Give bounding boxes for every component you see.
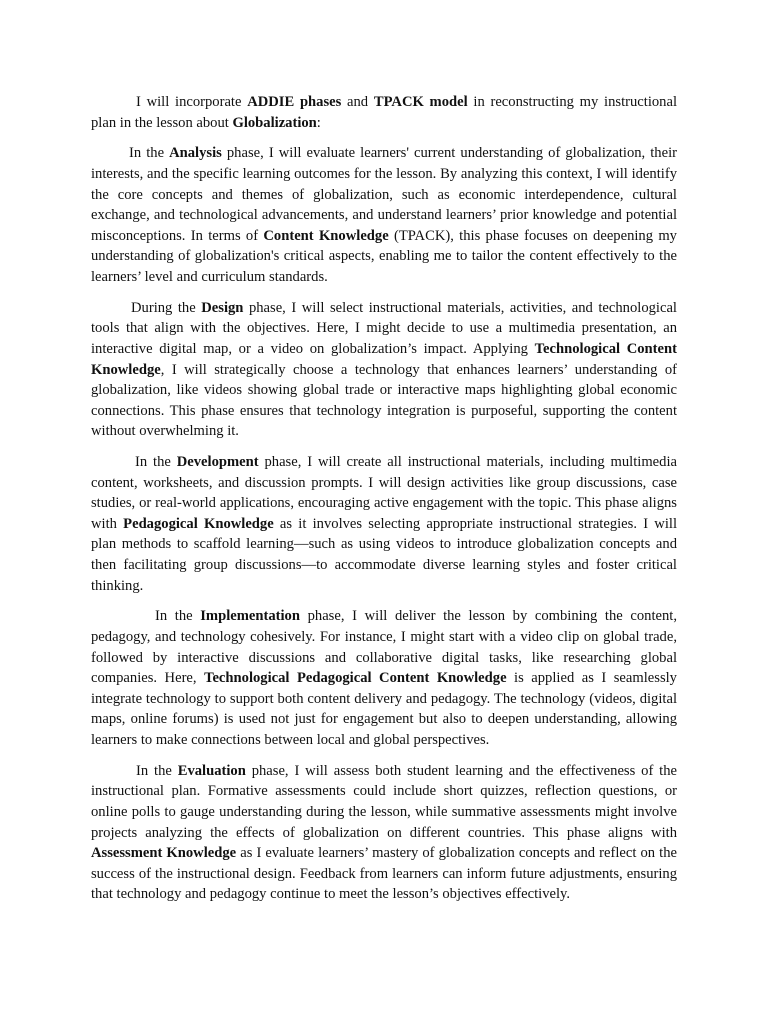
bold-term: Technological Content Knowledge <box>91 340 677 378</box>
text-run: phase, I will evaluate learners' current understanding of globalization, their interests, and the specific learning outcomes for the lesson. By analyzing this context, I will identify the core concepts and themes of globalization, such as economic interdependence, cultural exchange, and technological advancements, and understand learners’ prior knowledge and potential misconceptions. In terms of <box>91 145 677 244</box>
bold-term: Technological Pedagogical Content Knowledge <box>204 670 507 687</box>
text-run: phase, I will deliver the lesson by combining the content, pedagogy, and technology cohesively. For instance, I might start with a video clip on global trade, followed by interactive discussions and collaborative digital tasks, like researching global companies. Here, <box>91 608 677 687</box>
text-run: , I will strategically choose a technology that enhances learners’ understanding of globalization, like videos showing global trade or interactive maps highlighting global economic connections. This phase ensures that technology integration is purposeful, supporting the content without overwhelming it. <box>91 361 677 440</box>
evaluation-paragraph <box>91 761 677 905</box>
bold-term: Analysis <box>169 145 222 162</box>
bold-term: Evaluation <box>177 762 246 779</box>
text-run: : <box>316 114 321 131</box>
text-run: I will incorporate <box>136 94 248 110</box>
text-run: as I evaluate learners’ mastery of globalization concepts and reflect on the success of the instructional design. Feedback from learners can inform future adjustments, ensuring that technology and pedagogy continue to meet the lesson’s objectives effectively. <box>91 845 677 903</box>
implementation-paragraph <box>91 606 677 750</box>
text-run: In the <box>155 608 201 625</box>
bold-term: ADDIE phases <box>247 94 342 110</box>
text-run: During the <box>131 299 202 316</box>
text-run: is applied as I seamlessly integrate technology to support both content delivery and pedagogy. The technology (videos, digital maps, online forums) is used not just for engagement but also to deepen understanding, allowing learners to make connections between local and global perspectives. <box>91 670 677 748</box>
design-paragraph <box>91 298 677 442</box>
text-run: (TPACK), this phase focuses on deepening my understanding of globalization's critical aspects, enabling me to tailor the content effectively to the learners’ level and curriculum standards. <box>91 227 677 285</box>
bold-term: Development <box>176 454 259 471</box>
text-run: phase, I will assess both student learning and the effectiveness of the instructional plan. Formative assessments could include short quizzes, reflection questions, or online polls to gauge understanding during the lesson, while summative assessments might involve projects analyzing the effects of globalization on different countries. This phase aligns with <box>91 762 677 841</box>
text-run: In the <box>136 762 178 779</box>
text-run: In the <box>135 454 177 471</box>
text-run: and <box>341 94 374 110</box>
bold-term: Content Knowledge <box>263 227 389 244</box>
bold-term: TPACK model <box>373 94 468 110</box>
development-paragraph <box>91 452 677 596</box>
analysis-paragraph <box>91 143 677 287</box>
bold-term: Assessment Knowledge <box>91 845 237 862</box>
intro-paragraph <box>91 92 677 133</box>
bold-term: Pedagogical Knowledge <box>123 515 274 532</box>
text-run: In the <box>129 145 170 162</box>
text-run: phase, I will select instructional materials, activities, and technological tools that align with the objectives. Here, I might decide to use a multimedia presentation, an interactive digital map, or a video on globalization’s impact. Applying <box>91 299 677 357</box>
bold-term: Implementation <box>200 608 300 625</box>
document-page <box>91 92 677 915</box>
bold-term: Design <box>201 299 244 316</box>
bold-term: Globalization <box>232 114 317 131</box>
text-run: in reconstructing my instructional plan in the lesson about <box>91 94 678 131</box>
text-run: phase, I will create all instructional materials, including multimedia content, worksheets, and discussion prompts. I will design activities like group discussions, case studies, or real-world applications, encouraging active engagement with the topic. This phase aligns with <box>91 454 677 532</box>
text-run: as it involves selecting appropriate instructional strategies. I will plan methods to scaffold learning—such as using videos to introduce globalization concepts and then facilitating group discussions—to accommodate diverse learning styles and foster critical thinking. <box>91 515 677 594</box>
